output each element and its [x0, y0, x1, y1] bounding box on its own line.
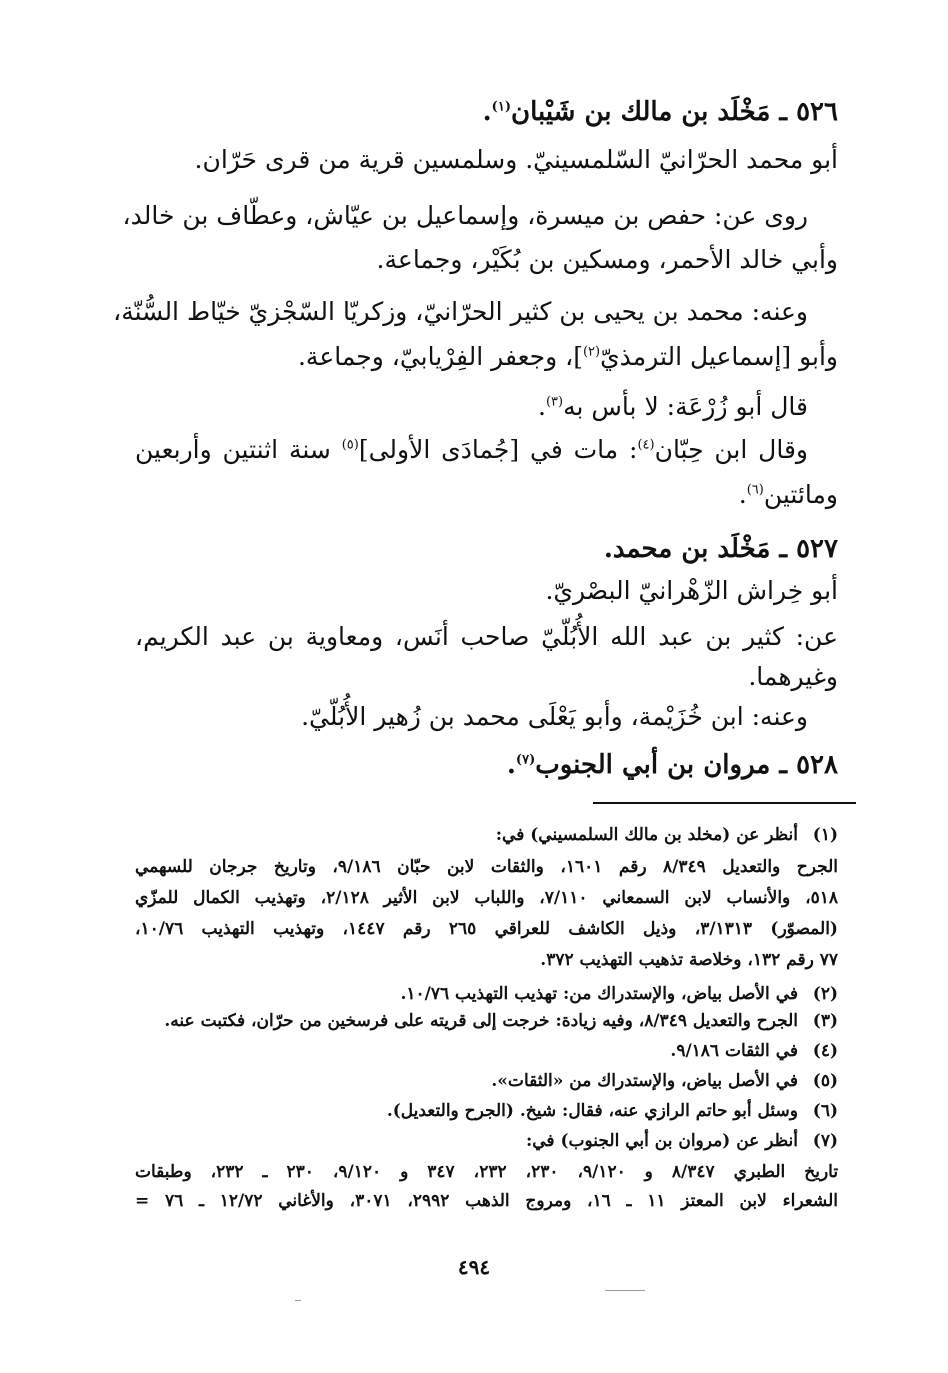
- footnote-7-line-2: الشعراء لابن المعتز ١١ ـ ١٦، ومروج الذهب ٢٩٩٢، ٣٠٧١، والأغاني ١٢/٧٢ ـ ٧٦ =: [135, 1191, 838, 1211]
- footnote-text: أنظر عن (مروان بن أبي الجنوب) في:: [525, 1131, 798, 1151]
- scan-speck: [605, 1290, 645, 1291]
- footnote-separator: [593, 802, 856, 804]
- footnote-number: (٥): [812, 1071, 838, 1091]
- footnote-number: (٢): [812, 984, 838, 1004]
- footnote-text: وسئل أبو حاتم الرازي عنه، فقال: شيخ. (الجرح والتعديل).: [386, 1101, 798, 1121]
- scan-speck: [295, 1300, 301, 1301]
- entry-526-heading: ٥٢٦ ـ مَخْلَد بن مالك بن شَيْبان$^{(١)}$.: [482, 97, 838, 127]
- entry-528-heading: ٥٢٨ ـ مروان بن أبي الجنوب$^{(٧)}$.: [506, 750, 838, 780]
- footnote-ref-4[interactable]: (٤): [637, 437, 655, 453]
- entry-526-anhu-line-1: وعنه: محمد بن يحيى بن كثير الحرّانيّ، وزكريّا السّجْزيّ خيّاط السُّنّة،: [113, 297, 808, 326]
- footnote-1-line-1: الجرح والتعديل ٨/٣٤٩ رقم ١٦٠١، والثقات لابن حبّان ٩/١٨٦، وتاريخ جرجان للسهمي: [135, 857, 838, 877]
- footnote-1-line-3: (المصوّر) ٣/١٣١٣، وذيل الكاشف للعراقي ٢٦٥ رقم ١٤٤٧، وتهذيب التهذيب ١٠/٧٦،: [135, 919, 838, 939]
- footnote-number: (٣): [812, 1011, 838, 1031]
- footnote-ref-6[interactable]: (٦): [746, 482, 764, 498]
- footnote-number: (٧): [812, 1131, 838, 1151]
- entry-526-qala-line-2: وقال ابن حِبّان$^{(٤)}$: مات في [جُمادَى الأولى]$^{(٥)}$ سنة اثنتين وأربعين: [135, 435, 808, 464]
- entry-526-anhu-line-2: وأبو [إسماعيل الترمذيّ$^{(٢)}$]، وجعفر الفِرْيابيّ، وجماعة.: [297, 342, 838, 371]
- entry-526-qala-line-3: ومائتين$^{(٦)}$.: [738, 480, 838, 509]
- footnote-ref-5[interactable]: (٥): [341, 437, 359, 453]
- footnote-number: (٦): [812, 1101, 838, 1121]
- footnote-7-line-1: تاريخ الطبري ٨/٣٤٧ و ٩/١٢٠، ٢٣٠، ٢٣٢، ٣٤٧ و ٩/١٢٠، ٢٣٠ ـ ٢٣٢، وطبقات: [135, 1162, 839, 1182]
- entry-526-rawa-line-1: روى عن: حفص بن ميسرة، وإسماعيل بن عيّاش، وعطّاف بن خالد،: [122, 201, 808, 230]
- footnote-number: (١): [812, 825, 838, 845]
- entry-527-an-line-2: وغيرهما.: [748, 662, 838, 691]
- footnote-text: الجرح والتعديل ٨/٣٤٩، وفيه زيادة: خرجت إلى قريته على فرسخين من حرّان، فكتبت عنه.: [164, 1011, 798, 1031]
- entry-527-an-line-1: عن: كثير بن عبد الله الأُبُلّيّ صاحب أنَس، ومعاوية بن عبد الكريم،: [135, 622, 838, 651]
- footnote-text: في الأصل بياض، والإستدراك من: تهذيب التهذيب ١٠/٧٦.: [400, 984, 798, 1004]
- footnote-ref-1[interactable]: (١): [491, 99, 511, 115]
- footnote-ref-3[interactable]: (٣): [545, 394, 564, 410]
- entry-526-rawa-line-2: وأبي خالد الأحمر، ومسكين بن بُكَيْر، وجماعة.: [376, 245, 838, 274]
- entry-527-anhu: وعنه: ابن خُزَيْمة، وأبو يَعْلَى محمد بن زُهير الأُبُلّيّ.: [301, 702, 808, 731]
- footnote-text: في الثقات ٩/١٨٦.: [670, 1041, 798, 1061]
- entry-527-heading: ٥٢٧ ـ مَخْلَد بن محمد.: [603, 534, 838, 564]
- page-number: ٤٩٤: [457, 1255, 491, 1279]
- footnote-text: في الأصل بياض، والإستدراك من «الثقات».: [491, 1071, 798, 1091]
- entry-526-qala-line-1: قال أبو زُرْعَة: لا بأس به$^{(٣)}$.: [538, 392, 808, 421]
- footnote-ref-7[interactable]: (٧): [515, 752, 536, 768]
- entry-526-nisba: أبو محمد الحرّانيّ السّلمسينيّ. وسلمسين قرية من قرى حَرّان.: [194, 145, 838, 174]
- footnote-1-line-2: ٥١٨، والأنساب لابن السمعاني ٧/١١٠، واللباب لابن الأثير ٢/١٢٨، وتهذيب الكمال للمزّي: [135, 888, 838, 908]
- entry-527-nisba: أبو خِراش الزّهْرانيّ البصْريّ.: [545, 576, 838, 605]
- footnote-text: أنظر عن (مخلد بن مالك السلمسيني) في:: [495, 825, 798, 845]
- footnote-1-line-4: ٧٧ رقم ١٣٢، وخلاصة تذهيب التهذيب ٣٧٢.: [540, 950, 838, 970]
- footnote-ref-2[interactable]: (٢): [582, 344, 601, 360]
- footnote-number: (٤): [812, 1041, 838, 1061]
